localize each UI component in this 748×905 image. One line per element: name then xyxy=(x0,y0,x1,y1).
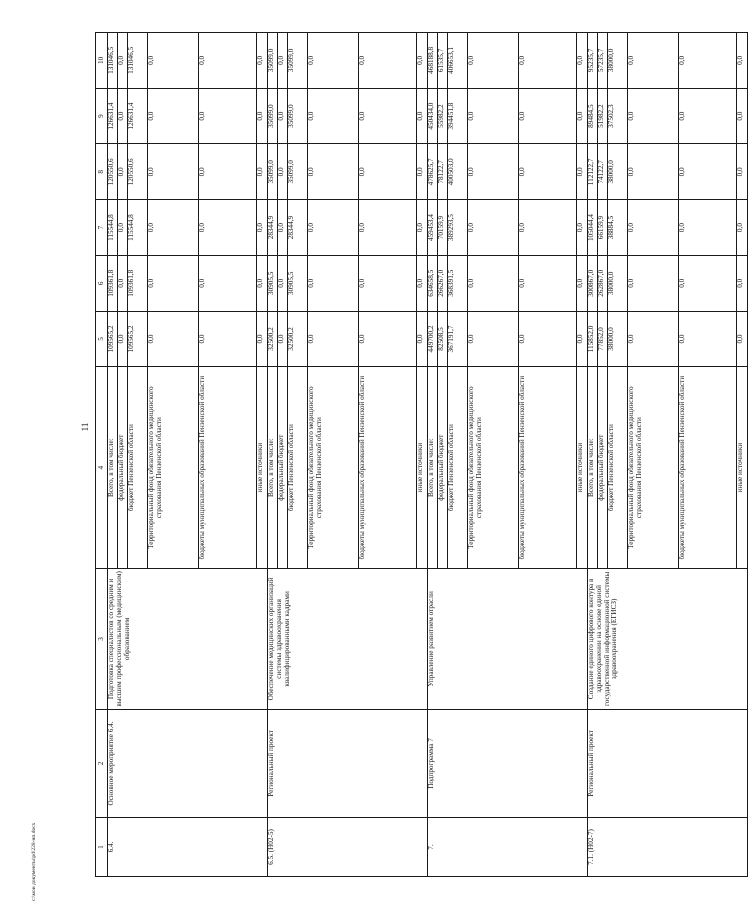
amount-cell: 38000,0 xyxy=(608,33,628,89)
amount-cell: 0,0 xyxy=(257,144,268,200)
amount-cell: 449700,2 xyxy=(428,311,438,367)
amount-cell: 0,0 xyxy=(577,255,588,311)
amount-cell: 0,0 xyxy=(199,144,257,200)
amount-cell: 66159,9 xyxy=(598,200,608,256)
amount-cell: 0,0 xyxy=(118,311,128,367)
section-code: 6.5. (Н02-5) xyxy=(268,818,428,877)
amount-cell: 35099,0 xyxy=(288,33,308,89)
amount-cell: 0,0 xyxy=(628,255,679,311)
funding-source: федеральный бюджет xyxy=(598,367,608,569)
amount-cell: 57235,7 xyxy=(598,33,608,89)
amount-cell: 0,0 xyxy=(257,255,268,311)
amount-cell: 0,0 xyxy=(308,255,359,311)
amount-cell: 38000,0 xyxy=(608,311,628,367)
amount-cell: 0,0 xyxy=(628,311,679,367)
amount-cell: 55982,2 xyxy=(438,88,448,144)
funding-source: Всего, в том числе: xyxy=(428,367,438,569)
table-row xyxy=(428,33,438,877)
amount-cell: 35099,0 xyxy=(268,144,278,200)
amount-cell: 0,0 xyxy=(308,88,359,144)
section-code: 7.1. (Н02-7) xyxy=(588,818,748,877)
amount-cell: 0,0 xyxy=(679,255,737,311)
amount-cell: 28344,9 xyxy=(288,200,308,256)
amount-cell: 0,0 xyxy=(577,144,588,200)
amount-cell: 0,0 xyxy=(519,311,577,367)
amount-cell: 300867,0 xyxy=(588,255,598,311)
amount-cell: 0,0 xyxy=(737,311,748,367)
funding-source: бюджеты муниципальных образований Пензенской области xyxy=(519,367,577,569)
table-row xyxy=(268,33,278,877)
funding-source: бюджеты муниципальных образований Пензенской области xyxy=(199,367,257,569)
amount-cell: 74122,7 xyxy=(598,144,608,200)
amount-cell: 0,0 xyxy=(257,311,268,367)
section-name: Создание единого цифрового контура в здравоохранении на основе единой государственной информационной системы здравоохранения (ЕГИСЗ) xyxy=(588,568,748,709)
amount-cell: 0,0 xyxy=(417,33,428,89)
amount-cell: 0,0 xyxy=(308,33,359,89)
amount-cell: 0,0 xyxy=(679,311,737,367)
amount-cell: 0,0 xyxy=(148,144,199,200)
amount-cell: 0,0 xyxy=(417,311,428,367)
amount-cell: 0,0 xyxy=(519,144,577,200)
amount-cell: 0,0 xyxy=(628,88,679,144)
amount-cell: 0,0 xyxy=(148,255,199,311)
amount-cell: 266267,0 xyxy=(438,255,448,311)
funding-source: федеральный бюджет xyxy=(278,367,288,569)
amount-cell: 367191,7 xyxy=(448,311,468,367)
amount-cell: 30905,5 xyxy=(268,255,278,311)
amount-cell: 37502,3 xyxy=(608,88,628,144)
funding-source: Территориальный фонд обязательного медицинского страхования Пензенской области xyxy=(308,367,359,569)
amount-cell: 30905,5 xyxy=(288,255,308,311)
amount-cell: 0,0 xyxy=(737,144,748,200)
amount-cell: 0,0 xyxy=(628,33,679,89)
funding-source: бюджет Пензенской области xyxy=(448,367,468,569)
amount-cell: 0,0 xyxy=(628,200,679,256)
amount-cell: 126631,4 xyxy=(108,88,118,144)
funding-source: Всего, в том числе: xyxy=(268,367,278,569)
table-row xyxy=(108,33,118,877)
amount-cell: 0,0 xyxy=(148,88,199,144)
amount-cell: 0,0 xyxy=(308,311,359,367)
amount-cell: 0,0 xyxy=(359,144,417,200)
amount-cell: 0,0 xyxy=(199,311,257,367)
amount-cell: 0,0 xyxy=(278,88,288,144)
amount-cell: 400503,0 xyxy=(448,144,468,200)
amount-cell: 105044,4 xyxy=(588,200,598,256)
amount-cell: 389293,5 xyxy=(448,200,468,256)
section-name: Управление развитием отрасли xyxy=(428,568,588,709)
table-row xyxy=(588,33,598,877)
amount-cell: 0,0 xyxy=(468,200,519,256)
amount-cell: 35099,0 xyxy=(268,33,278,89)
column-header: 2 xyxy=(96,709,108,817)
amount-cell: 35099,0 xyxy=(268,88,278,144)
amount-cell: 0,0 xyxy=(417,144,428,200)
amount-cell: 109361,8 xyxy=(108,255,118,311)
amount-cell: 0,0 xyxy=(468,144,519,200)
funding-source: иные источники xyxy=(417,367,428,569)
section-type: Подпрограмма 7 xyxy=(428,709,588,817)
amount-cell: 634658,5 xyxy=(428,255,438,311)
amount-cell: 120550,6 xyxy=(108,144,118,200)
amount-cell: 468188,8 xyxy=(428,33,438,89)
amount-cell: 109565,2 xyxy=(108,311,118,367)
amount-cell: 35099,0 xyxy=(288,88,308,144)
amount-cell: 0,0 xyxy=(118,255,128,311)
amount-cell: 0,0 xyxy=(577,88,588,144)
column-header: 4 xyxy=(96,367,108,569)
amount-cell: 0,0 xyxy=(628,144,679,200)
amount-cell: 0,0 xyxy=(468,33,519,89)
amount-cell: 61535,7 xyxy=(438,33,448,89)
column-header: 10 xyxy=(96,33,108,89)
section-code: 6.4. xyxy=(108,818,268,877)
amount-cell: 0,0 xyxy=(468,88,519,144)
amount-cell: 131046,5 xyxy=(128,33,148,89)
amount-cell: 35099,0 xyxy=(288,144,308,200)
amount-cell: 28344,9 xyxy=(268,200,278,256)
amount-cell: 0,0 xyxy=(118,33,128,89)
amount-cell: 406653,1 xyxy=(448,33,468,89)
header-row xyxy=(96,33,108,877)
amount-cell: 0,0 xyxy=(278,311,288,367)
funding-source: Территориальный фонд обязательного медицинского страхования Пензенской области xyxy=(468,367,519,569)
funding-source: Территориальный фонд обязательного медицинского страхования Пензенской области xyxy=(628,367,679,569)
amount-cell: 0,0 xyxy=(148,311,199,367)
amount-cell: 89484,5 xyxy=(588,88,598,144)
amount-cell: 51982,2 xyxy=(598,88,608,144)
amount-cell: 0,0 xyxy=(278,144,288,200)
amount-cell: 368391,5 xyxy=(448,255,468,311)
amount-cell: 0,0 xyxy=(257,200,268,256)
amount-cell: 0,0 xyxy=(278,33,288,89)
funding-table xyxy=(95,32,748,877)
section-type: Региональный проект xyxy=(268,709,428,817)
amount-cell: 0,0 xyxy=(737,88,748,144)
amount-cell: 0,0 xyxy=(257,33,268,89)
amount-cell: 78122,7 xyxy=(438,144,448,200)
amount-cell: 0,0 xyxy=(148,200,199,256)
amount-cell: 0,0 xyxy=(148,33,199,89)
amount-cell: 0,0 xyxy=(359,33,417,89)
amount-cell: 0,0 xyxy=(468,311,519,367)
funding-source: Всего, в том числе: xyxy=(108,367,118,569)
column-header: 7 xyxy=(96,200,108,256)
amount-cell: 0,0 xyxy=(199,200,257,256)
amount-cell: 0,0 xyxy=(308,144,359,200)
amount-cell: 0,0 xyxy=(417,200,428,256)
amount-cell: 0,0 xyxy=(308,200,359,256)
funding-source: Всего, в том числе: xyxy=(588,367,598,569)
amount-cell: 0,0 xyxy=(417,88,428,144)
amount-cell: 0,0 xyxy=(359,88,417,144)
funding-source: иные источники xyxy=(577,367,588,569)
amount-cell: 450434,0 xyxy=(428,88,438,144)
section-type: Основное мероприятие 6.4. xyxy=(108,709,268,817)
funding-source: бюджет Пензенской области xyxy=(608,367,628,569)
amount-cell: 0,0 xyxy=(519,255,577,311)
funding-source: бюджет Пензенской области xyxy=(128,367,148,569)
amount-cell: 0,0 xyxy=(679,88,737,144)
amount-cell: 262867,0 xyxy=(598,255,608,311)
amount-cell: 126631,4 xyxy=(128,88,148,144)
funding-source: федеральный бюджет xyxy=(118,367,128,569)
amount-cell: 32500,2 xyxy=(268,311,278,367)
amount-cell: 109361,8 xyxy=(128,255,148,311)
amount-cell: 0,0 xyxy=(577,200,588,256)
amount-cell: 0,0 xyxy=(417,255,428,311)
column-header: 8 xyxy=(96,144,108,200)
amount-cell: 0,0 xyxy=(519,33,577,89)
column-header: 9 xyxy=(96,88,108,144)
amount-cell: 115852,0 xyxy=(588,311,598,367)
amount-cell: 0,0 xyxy=(519,200,577,256)
column-header: 3 xyxy=(96,568,108,709)
funding-source: федеральный бюджет xyxy=(438,367,448,569)
amount-cell: 0,0 xyxy=(737,255,748,311)
amount-cell: 38000,0 xyxy=(608,144,628,200)
amount-cell: 109565,2 xyxy=(128,311,148,367)
section-name: Подготовка специалистов со средним и высшим профессиональным (медицинским) образованием xyxy=(108,568,268,709)
table-body xyxy=(108,33,748,877)
amount-cell: 120550,6 xyxy=(128,144,148,200)
amount-cell: 0,0 xyxy=(118,88,128,144)
amount-cell: 0,0 xyxy=(359,311,417,367)
amount-cell: 0,0 xyxy=(679,200,737,256)
amount-cell: 38884,5 xyxy=(608,200,628,256)
amount-cell: 0,0 xyxy=(737,33,748,89)
funding-source: иные источники xyxy=(257,367,268,569)
amount-cell: 0,0 xyxy=(737,200,748,256)
funding-source: бюджет Пензенской области xyxy=(288,367,308,569)
amount-cell: 0,0 xyxy=(199,255,257,311)
amount-cell: 459453,4 xyxy=(428,200,438,256)
amount-cell: 0,0 xyxy=(199,88,257,144)
amount-cell: 0,0 xyxy=(679,144,737,200)
amount-cell: 394451,8 xyxy=(448,88,468,144)
amount-cell: 0,0 xyxy=(577,33,588,89)
amount-cell: 32500,2 xyxy=(288,311,308,367)
column-header: 5 xyxy=(96,311,108,367)
amount-cell: 0,0 xyxy=(278,255,288,311)
amount-cell: 0,0 xyxy=(679,33,737,89)
funding-source: иные источники xyxy=(737,367,748,569)
amount-cell: 131046,5 xyxy=(108,33,118,89)
amount-cell: 0,0 xyxy=(118,200,128,256)
amount-cell: 70159,9 xyxy=(438,200,448,256)
amount-cell: 478625,7 xyxy=(428,144,438,200)
amount-cell: 0,0 xyxy=(118,144,128,200)
amount-cell: 38000,0 xyxy=(608,255,628,311)
amount-cell: 0,0 xyxy=(359,200,417,256)
section-name: Обеспечение медицинских организаций системы здравоохранения квалифицированными кадрами xyxy=(268,568,428,709)
section-code: 7. xyxy=(428,818,588,877)
funding-table-container xyxy=(95,32,744,877)
section-type: Региональный проект xyxy=(588,709,748,817)
amount-cell: 0,0 xyxy=(359,255,417,311)
amount-cell: 115544,8 xyxy=(108,200,118,256)
amount-cell: 0,0 xyxy=(519,88,577,144)
funding-source: бюджеты муниципальных образований Пензенской области xyxy=(679,367,737,569)
amount-cell: 82508,5 xyxy=(438,311,448,367)
column-header: 6 xyxy=(96,255,108,311)
amount-cell: 0,0 xyxy=(577,311,588,367)
file-path-footer: c:\мои документы\рd\228-нп.docx xyxy=(31,822,37,901)
amount-cell: 115544,8 xyxy=(128,200,148,256)
amount-cell: 0,0 xyxy=(278,200,288,256)
amount-cell: 112122,7 xyxy=(588,144,598,200)
funding-source: Территориальный фонд обязательного медицинского страхования Пензенской области xyxy=(148,367,199,569)
amount-cell: 95235,7 xyxy=(588,33,598,89)
amount-cell: 0,0 xyxy=(257,88,268,144)
amount-cell: 0,0 xyxy=(468,255,519,311)
column-header: 1 xyxy=(96,818,108,877)
amount-cell: 77852,0 xyxy=(598,311,608,367)
amount-cell: 0,0 xyxy=(199,33,257,89)
funding-source: бюджеты муниципальных образований Пензенской области xyxy=(359,367,417,569)
page-number: 11 xyxy=(80,422,90,432)
